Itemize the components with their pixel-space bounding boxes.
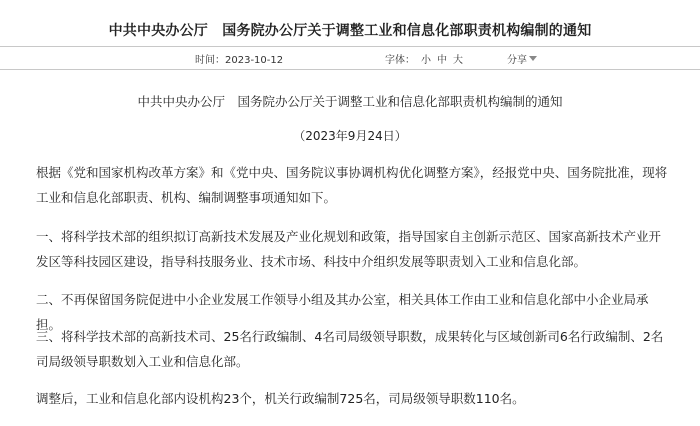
- article-paragraph: 三、将科学技术部的高新技术司、25名行政编制、4名司局级领导职数，成果转化与区域创新司6名行政编制、2名司局级领导职数划入工业和信息化部。: [36, 329, 664, 369]
- article-date: （2023年9月24日）: [293, 129, 407, 143]
- font-label: 字体：: [385, 55, 415, 66]
- article-title: 中共中央办公厅 国务院办公厅关于调整工业和信息化部职责机构编制的通知: [137, 94, 563, 109]
- article-paragraph: 根据《党和国家机构改革方案》和《党中央、国务院议事协调机构优化调整方案》，经报党中央、国务院批准，现将工业和信息化部职责、机构、编制调整事项通知如下。: [36, 165, 668, 205]
- time-label: 时间：: [195, 55, 225, 66]
- meta-bar: [0, 46, 700, 70]
- font-large-button[interactable]: 大: [453, 55, 463, 66]
- share-button[interactable]: [507, 51, 537, 66]
- article-paragraph: 二、不再保留国务院促进中小企业发展工作领导小组及其办公室，相关具体工作由工业和信息化部中小企业局承担。: [36, 292, 649, 332]
- share-label: 分享: [507, 55, 527, 66]
- article-paragraph: 调整后，工业和信息化部内设机构23个，机关行政编制725名，司局级领导职数110名。: [36, 391, 525, 406]
- page-title: 中共中央办公厅 国务院办公厅关于调整工业和信息化部职责机构编制的通知: [108, 23, 592, 39]
- font-medium-button[interactable]: 中: [437, 55, 447, 66]
- publish-time: [195, 51, 283, 66]
- chevron-down-icon: [529, 56, 537, 61]
- font-small-button[interactable]: 小: [421, 55, 431, 66]
- time-value: 2023-10-12: [225, 55, 284, 66]
- article-paragraph: 一、将科学技术部的组织拟订高新技术发展及产业化规划和政策，指导国家自主创新示范区、国家高新技术产业开发区等科技园区建设，指导科技服务业、技术市场、科技中介组织发展等职责划入工业和信息化部。: [36, 229, 662, 269]
- font-size-selector: [385, 51, 463, 66]
